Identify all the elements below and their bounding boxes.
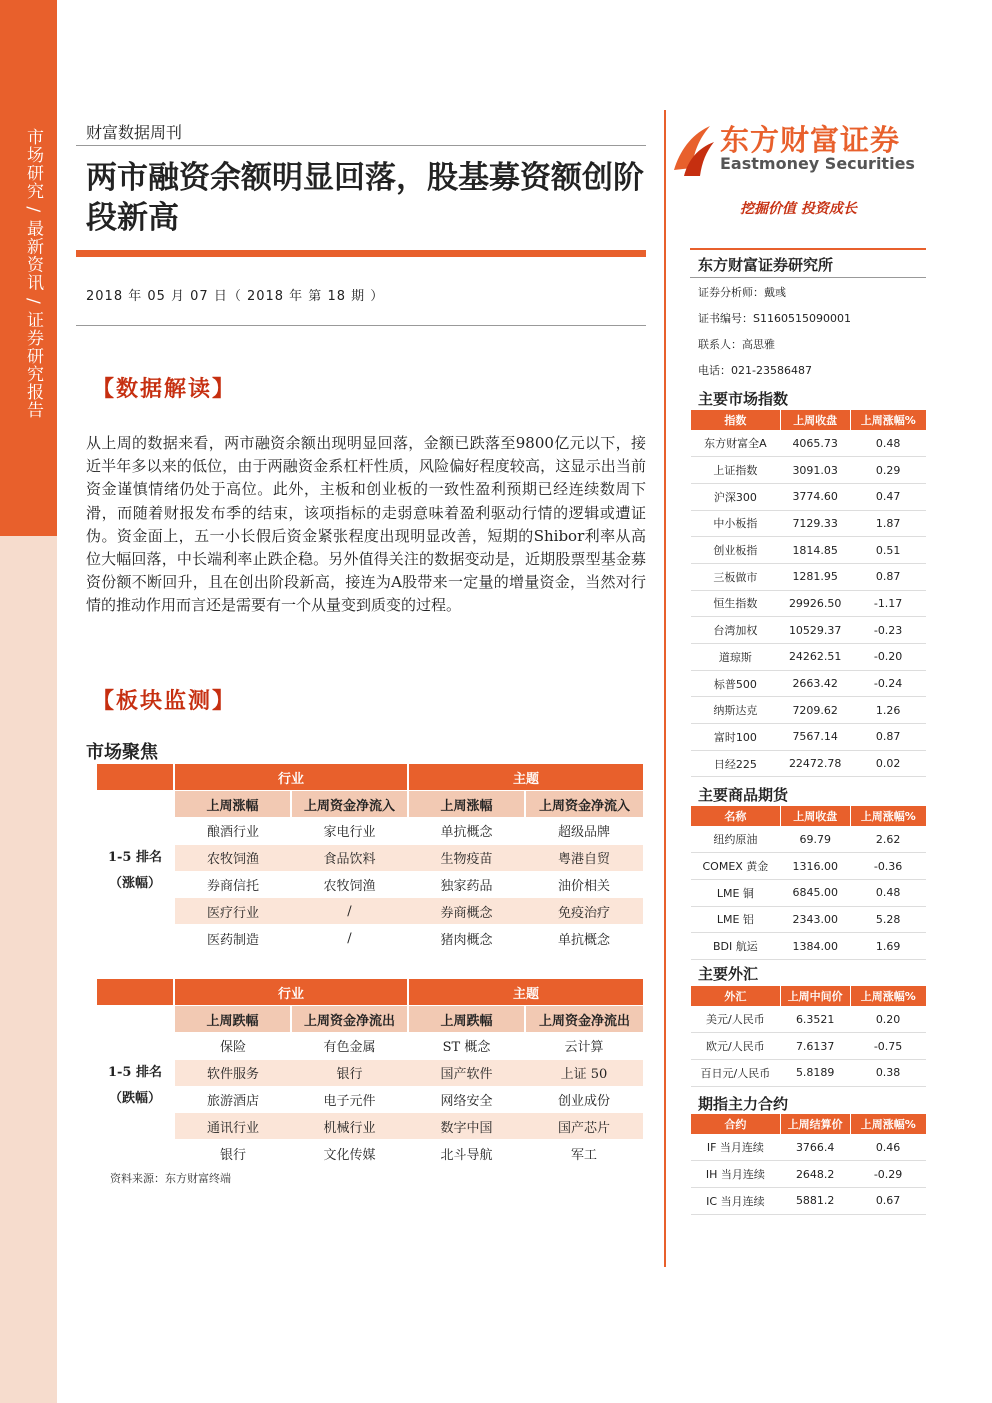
logo-mark-icon xyxy=(670,120,716,180)
column-header: 上周资金净流出 xyxy=(525,1006,643,1033)
rise-ranking-table xyxy=(97,764,643,952)
table-row: 沪深300 3774.60 0.47 xyxy=(691,483,927,510)
table-row: 东方财富全A 4065.73 0.48 xyxy=(691,430,927,457)
divider xyxy=(76,145,646,146)
group-header: 主题 xyxy=(408,979,643,1006)
column-divider xyxy=(664,110,666,1267)
brand-name-cn: 东方财富证券 xyxy=(720,123,901,157)
column-header: 上周跌幅 xyxy=(174,1006,291,1033)
table-row: 日经225 22472.78 0.02 xyxy=(691,750,927,777)
analyst-name: 证券分析师：戴彧 xyxy=(698,286,786,299)
table-row: 创业板指 1814.85 0.51 xyxy=(691,537,927,564)
table-row: 酿酒行业 家电行业 单抗概念 超级品牌 xyxy=(97,818,643,845)
column-header: 上周资金净流出 xyxy=(291,1006,408,1033)
futures-title: 期指主力合约 xyxy=(698,1095,789,1113)
market-focus-title: 市场聚焦 xyxy=(86,742,158,763)
table-row: 纽约原油 69.79 2.62 xyxy=(691,826,927,853)
table-row: 标普500 2663.42 -0.24 xyxy=(691,670,927,697)
table-row: 农牧饲渔 食品饮料 生物疫苗 粤港自贸 xyxy=(97,844,643,871)
table-row: 软件服务 银行 国产软件 上证 50 xyxy=(97,1059,643,1086)
table-row: 保险 有色金属 ST 概念 云计算 xyxy=(97,1033,643,1060)
data-commentary: 从上周的数据来看，两市融资余额出现明显回落，金额已跌落至9800亿元以下，接近半年多以来的低位，由于两融资金系杠杆性质，风险偏好程度较高，这显示出当前资金谨慎情绪仍处于高位。此外，主板和创业板的一致性盈利预期已经连续数周下滑，而随着财报发布季的结束，该项指标的走弱意味着盈利驱动行情的逻辑或遭证伪。资金面上，五一小长假后资金紧张程度出现明显改善，短期的Shibor利率从高位大幅回落，中长端利率止跌企稳。另外值得关注的数据变动是，近期股票型基金募资份额不断回升，且在创出阶段新高，接连为A股带来一定量的增量资金，当然对行情的推动作用而言还是需要有一个从量变到质变的过程。 xyxy=(86,434,646,615)
fx-title: 主要外汇 xyxy=(698,965,759,983)
contact-phone: 电话：021-23586487 xyxy=(698,364,812,377)
table-row: LME 铜 6845.00 0.48 xyxy=(691,879,927,906)
contact-name: 联系人：高思雅 xyxy=(698,338,775,351)
brand-name-en: Eastmoney Securities xyxy=(720,154,915,173)
column-header: 上周资金净流入 xyxy=(291,791,408,818)
table-row: 台湾加权 10529.37 -0.23 xyxy=(691,617,927,644)
fx-table: 外汇 上周中间价 上周涨幅% 美元/人民币 6.3521 0.20 欧元/人民币 7.6137 -0.75 百日元/人民币 5.8189 0.38 xyxy=(690,986,926,1087)
indices-table: 指数 上周收盘 上周涨幅% 东方财富全A 4065.73 0.48 上证指数 3091.03 0.29 沪深300 3774.60 0.47 中小板指 7129.33 1.87 创业板指 1814.85 0.51 三板做市 1281.95 0.87 恒生指数 29926.50 -1.17 台湾加权 10529.37 -0.23 道琼斯 24262.51 -0.20 标普500 2663.42 -0.24 纳斯达克 7209.62 1.26 富时100 7567.14 0.87 日经225 22472.78 0.02 xyxy=(690,410,926,777)
report-date: 2018 年 05 月 07 日（ 2018 年 第 18 期 ） xyxy=(86,289,385,304)
table-row: IH 当月连续 2648.2 -0.29 xyxy=(691,1161,927,1188)
table-row: 富时100 7567.14 0.87 xyxy=(691,724,927,751)
cert-number: 证书编号：S1160515090001 xyxy=(698,312,851,325)
rank-label: 1-5 排名 （涨幅） xyxy=(97,791,174,952)
table-row: 通讯行业 机械行业 数字中国 国产芯片 xyxy=(97,1113,643,1140)
commodities-table: 名称 上周收盘 上周涨幅% 纽约原油 69.79 2.62 COMEX 黄金 1316.00 -0.36 LME 铜 6845.00 0.48 LME 铝 2343.00 5.28 BDI 航运 1384.00 1.69 xyxy=(690,806,926,960)
column-header: 上周跌幅 xyxy=(408,1006,525,1033)
table-row: 道琼斯 24262.51 -0.20 xyxy=(691,644,927,671)
commodities-title: 主要商品期货 xyxy=(698,786,789,804)
table-row: 纳斯达克 7209.62 1.26 xyxy=(691,697,927,724)
sidebar-tint xyxy=(0,536,57,1403)
table-row: 中小板指 7129.33 1.87 xyxy=(691,510,927,537)
table-row: 医药制造 / 猪肉概念 单抗概念 xyxy=(97,925,643,952)
title-bar xyxy=(76,250,646,257)
brand-slogan: 挖掘价值 投资成长 xyxy=(740,201,857,217)
table-row: 医疗行业 / 券商概念 免疫治疗 xyxy=(97,898,643,925)
divider xyxy=(76,325,646,326)
column-header: 上周涨幅 xyxy=(174,791,291,818)
table-row: BDI 航运 1384.00 1.69 xyxy=(691,933,927,960)
report-title: 两市融资余额明显回落，股基募资额创阶段新高 xyxy=(86,160,644,236)
group-header: 行业 xyxy=(174,764,408,791)
table-row: 旅游酒店 电子元件 网络安全 创业成份 xyxy=(97,1086,643,1113)
table-row: 欧元/人民币 7.6137 -0.75 xyxy=(691,1033,927,1060)
table-row: COMEX 黄金 1316.00 -0.36 xyxy=(691,853,927,880)
group-header: 主题 xyxy=(408,764,643,791)
column-header: 上周涨幅 xyxy=(408,791,525,818)
source-note: 资料来源：东方财富终端 xyxy=(110,1172,231,1185)
section-title-sector: 【板块监测】 xyxy=(92,689,237,714)
report-category: 财富数据周刊 xyxy=(86,123,183,142)
group-header: 行业 xyxy=(174,979,408,1006)
futures-table: 合约 上周结算价 上周涨幅% IF 当月连续 3766.4 0.46 IH 当月连续 2648.2 -0.29 IC 当月连续 5881.2 0.67 xyxy=(690,1114,926,1215)
table-row: IC 当月连续 5881.2 0.67 xyxy=(691,1187,927,1214)
table-row: LME 铝 2343.00 5.28 xyxy=(691,906,927,933)
table-row: 银行 文化传媒 北斗导航 军工 xyxy=(97,1140,643,1167)
indices-title: 主要市场指数 xyxy=(698,390,789,408)
sidebar-label: 市场研究 / 最新资讯 / 证券研究报告 xyxy=(23,128,43,420)
institute-name: 东方财富证券研究所 xyxy=(698,256,834,274)
table-row: 恒生指数 29926.50 -1.17 xyxy=(691,590,927,617)
table-row: 上证指数 3091.03 0.29 xyxy=(691,457,927,484)
brand-logo xyxy=(670,116,920,186)
table-row: 百日元/人民币 5.8189 0.38 xyxy=(691,1059,927,1086)
divider xyxy=(690,277,926,278)
section-title-data: 【数据解读】 xyxy=(92,377,237,402)
fall-ranking-table xyxy=(97,979,643,1167)
table-row: IF 当月连续 3766.4 0.46 xyxy=(691,1134,927,1161)
table-row: 三板做市 1281.95 0.87 xyxy=(691,563,927,590)
rank-label: 1-5 排名 （跌幅） xyxy=(97,1006,174,1167)
table-row: 券商信托 农牧饲渔 独家药品 油价相关 xyxy=(97,871,643,898)
column-header: 上周资金净流入 xyxy=(525,791,643,818)
table-row: 美元/人民币 6.3521 0.20 xyxy=(691,1006,927,1033)
divider xyxy=(690,248,926,250)
